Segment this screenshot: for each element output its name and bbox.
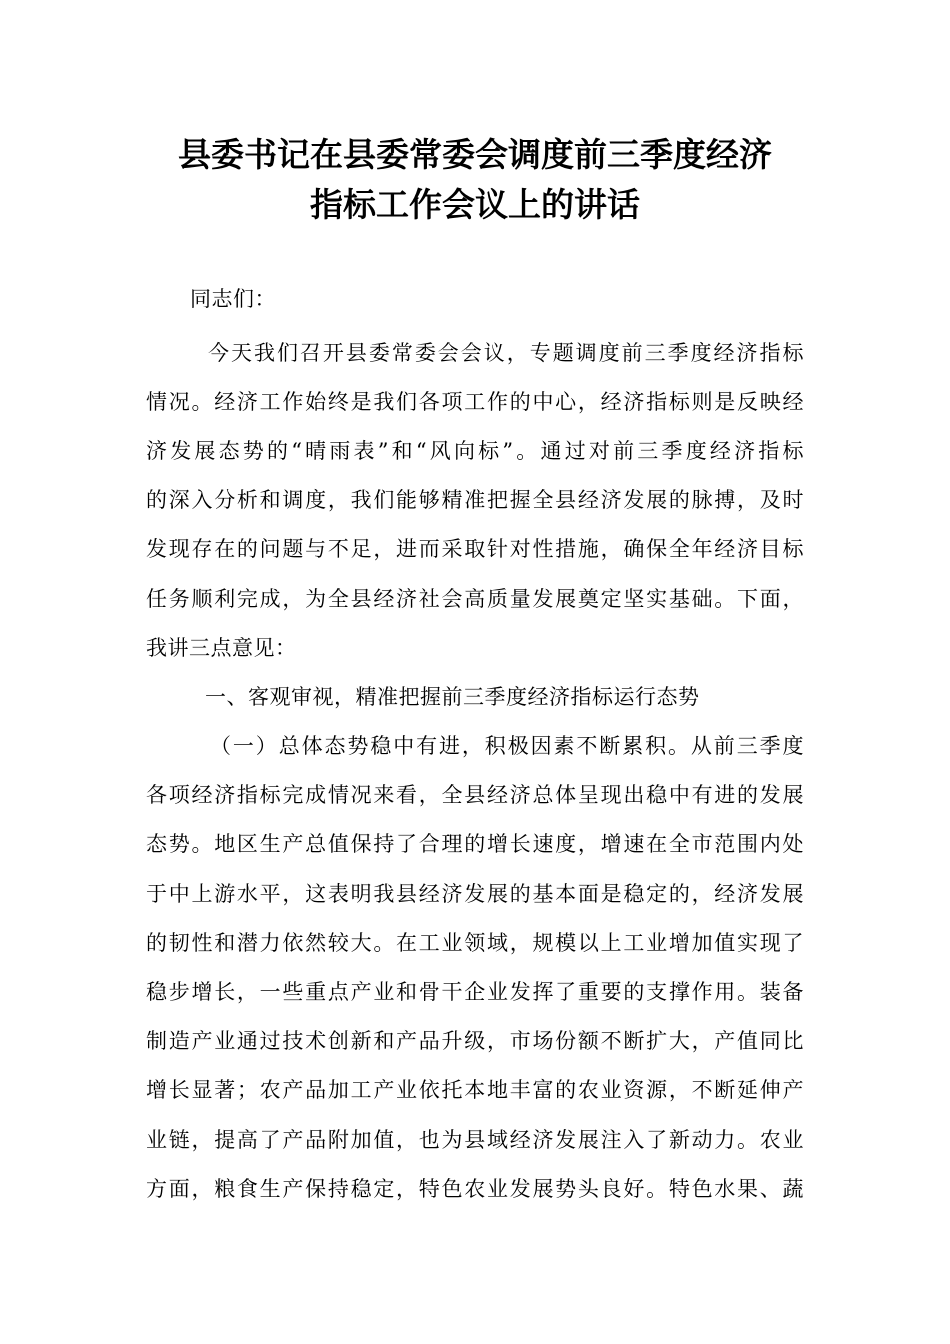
paragraph-line: 今天我们召开县委常委会会议，专题调度前三季度经济指标 <box>208 341 804 365</box>
salutation: 同志们： <box>190 287 276 311</box>
paragraph-line: 任务顺利完成，为全县经济社会高质量发展奠定坚实基础。下面， <box>146 587 804 611</box>
title-line-2: 指标工作会议上的讲话 <box>310 185 640 224</box>
paragraph-line: 发现存在的问题与不足，进而采取针对性措施，确保全年经济目标 <box>146 537 804 561</box>
paragraph-line: （一）总体态势稳中有进，积极因素不断累积。从前三季度 <box>210 734 804 758</box>
paragraph-line: 态势。地区生产总值保持了合理的增长速度，增速在全市范围内处 <box>146 832 804 856</box>
paragraph-line: 我讲三点意见： <box>146 636 297 660</box>
paragraph-line: 方面，粮食生产保持稳定，特色农业发展势头良好。特色水果、蔬 <box>146 1177 804 1201</box>
paragraph-line: 的深入分析和调度，我们能够精准把握全县经济发展的脉搏，及时 <box>146 488 804 512</box>
paragraph-line: 各项经济指标完成情况来看，全县经济总体呈现出稳中有进的发展 <box>146 783 804 807</box>
paragraph-line: 增长显著；农产品加工产业依托本地丰富的农业资源，不断延伸产 <box>146 1078 804 1102</box>
section-heading: 一、客观审视，精准把握前三季度经济指标运行态势 <box>205 685 700 709</box>
paragraph-line: 情况。经济工作始终是我们各项工作的中心，经济指标则是反映经 <box>146 390 804 414</box>
paragraph-line: 的韧性和潜力依然较大。在工业领域，规模以上工业增加值实现了 <box>146 931 804 955</box>
paragraph-line: 稳步增长，一些重点产业和骨干企业发挥了重要的支撑作用。装备 <box>146 980 804 1004</box>
paragraph-line: 于中上游水平，这表明我县经济发展的基本面是稳定的，经济发展 <box>146 882 804 906</box>
paragraph-line: 济发展态势的“晴雨表”和“风向标”。通过对前三季度经济指标 <box>146 439 804 463</box>
title-line-1: 县委书记在县委常委会调度前三季度经济 <box>178 135 772 174</box>
paragraph-line: 业链，提高了产品附加值，也为县域经济发展注入了新动力。农业 <box>146 1128 804 1152</box>
paragraph-line: 制造产业通过技术创新和产品升级，市场份额不断扩大，产值同比 <box>146 1029 804 1053</box>
